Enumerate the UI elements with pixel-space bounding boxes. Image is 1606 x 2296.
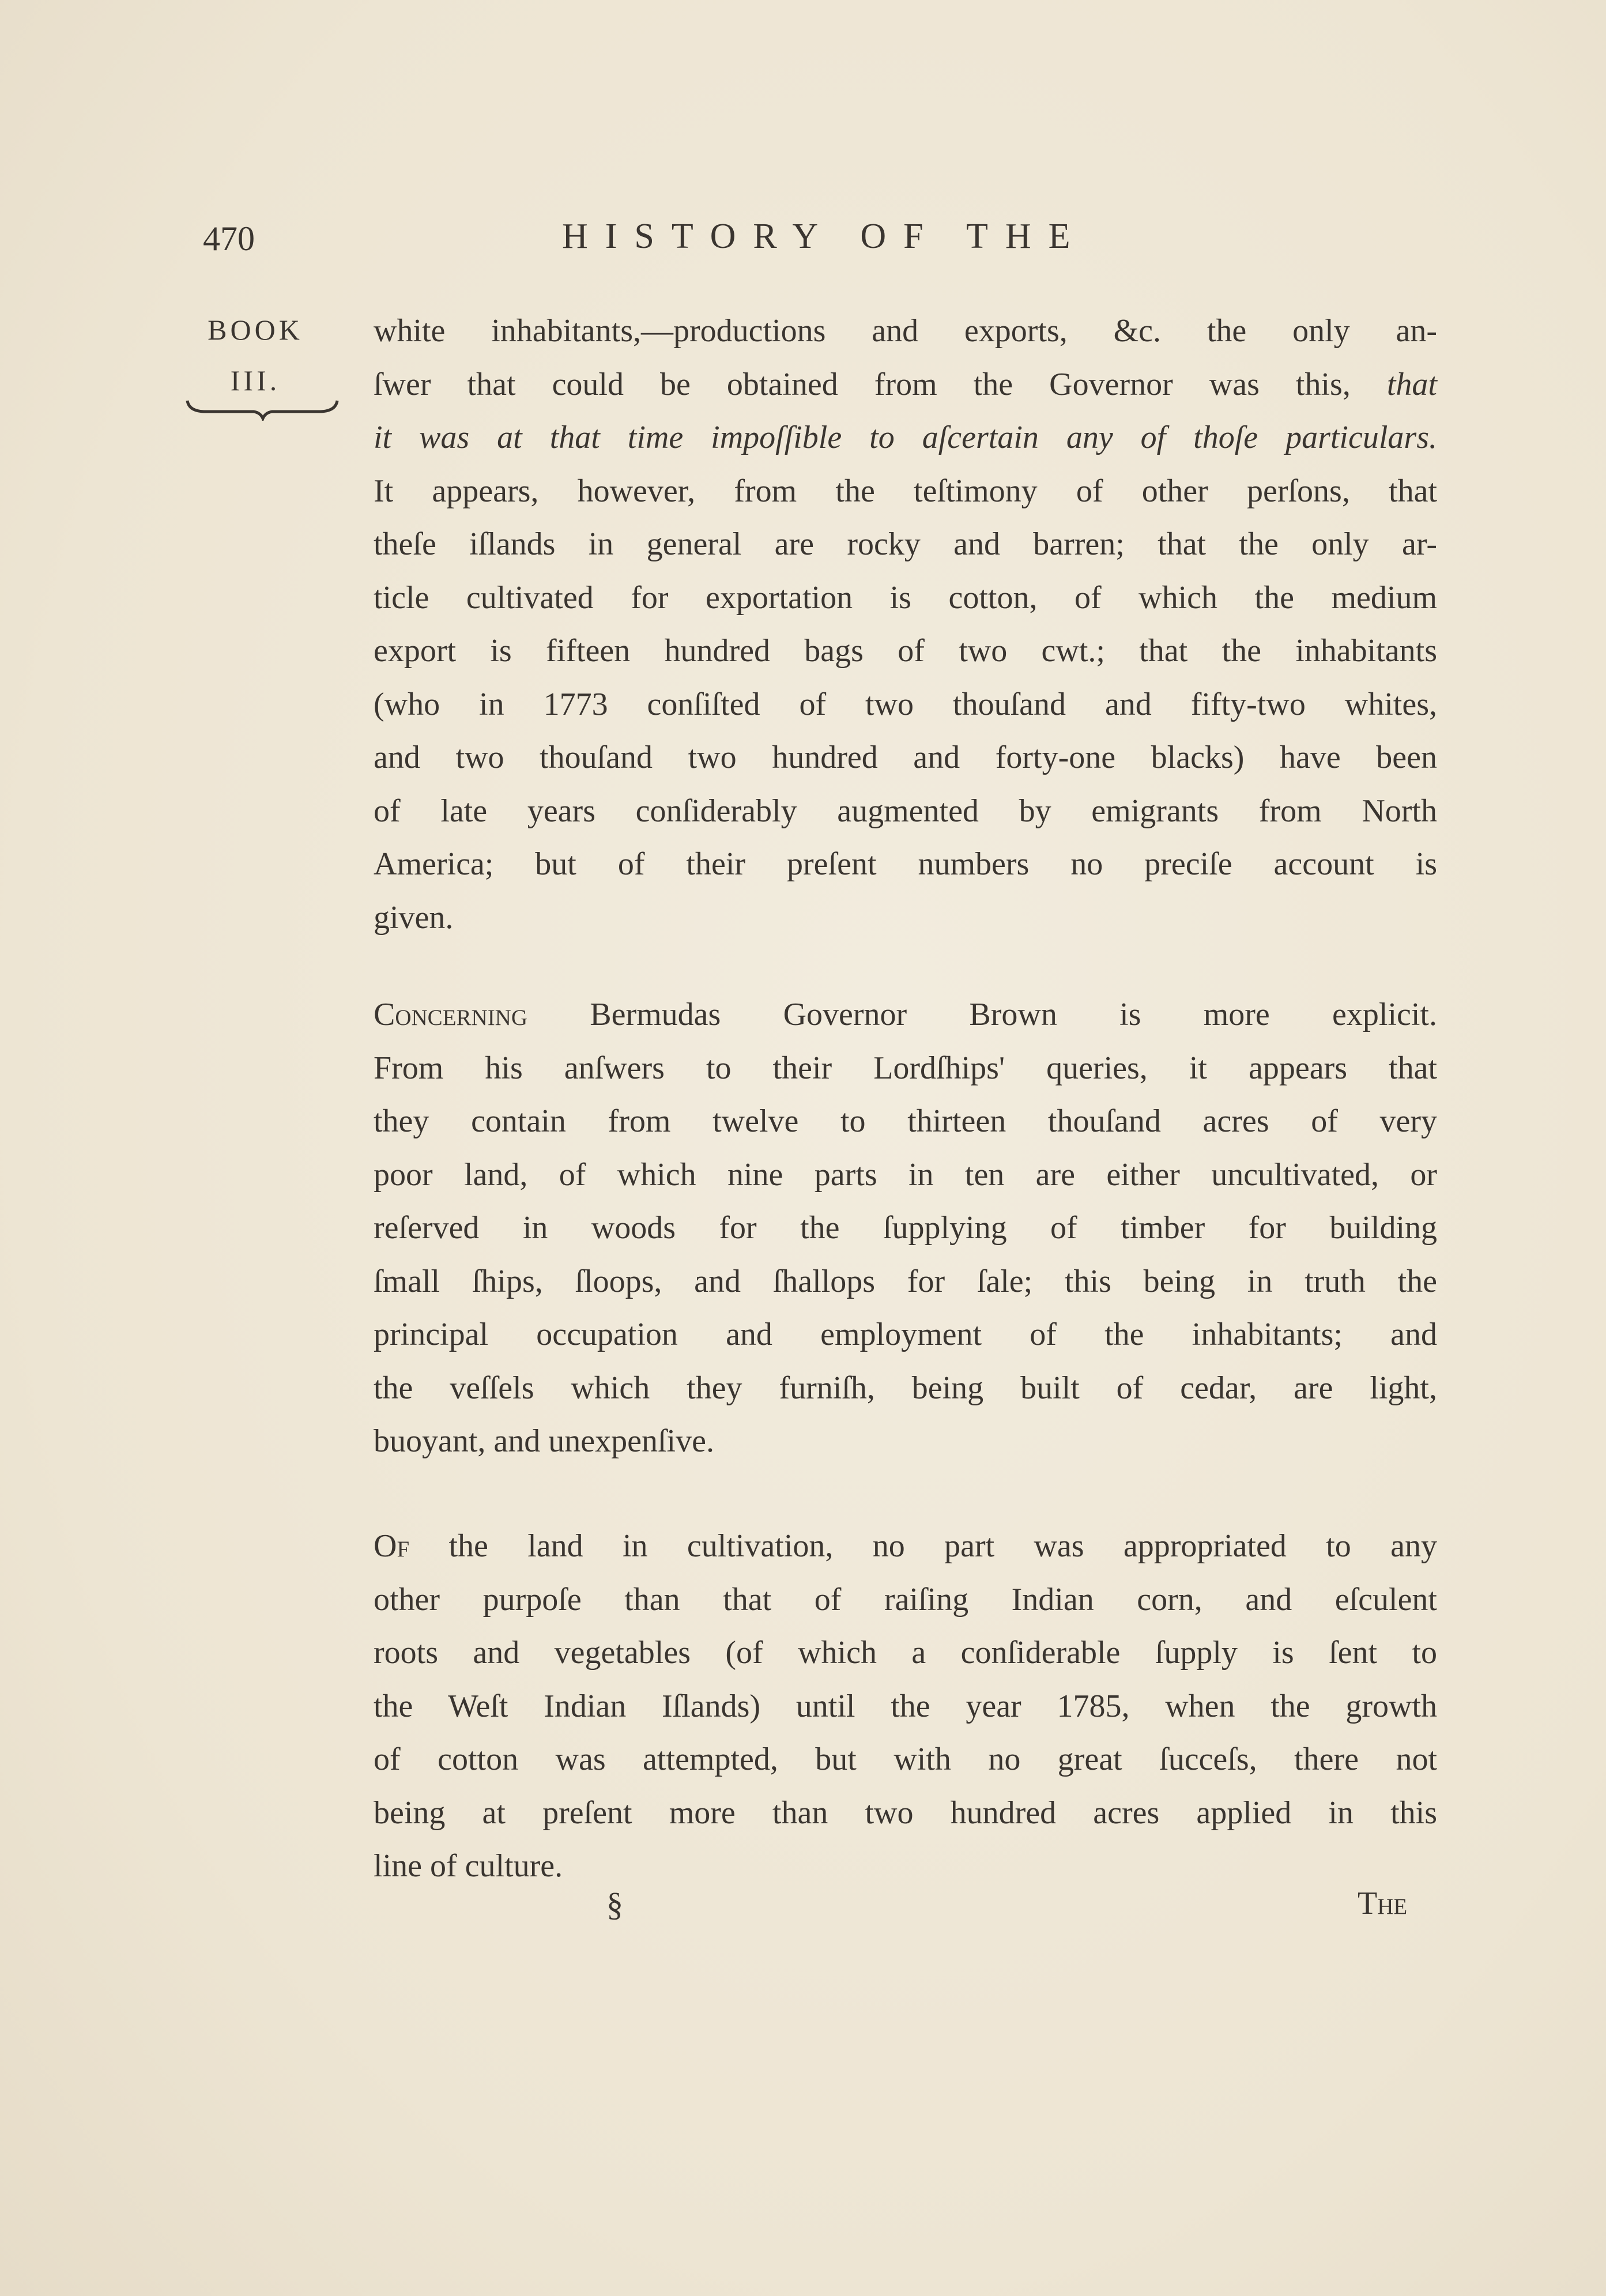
text-line [374, 988, 1437, 1042]
margin-note [172, 304, 339, 406]
line-text: given. [374, 899, 454, 936]
text-line [374, 1308, 1437, 1362]
line-text: (who in 1773 conſiſted of two thouſand and fifty-two whites, [374, 686, 1437, 722]
italic-text: that [1386, 366, 1437, 402]
text-line [374, 411, 1437, 465]
small-caps-lead: Concerning [374, 997, 528, 1032]
small-caps-lead: Of [374, 1528, 410, 1564]
paragraph-1 [374, 304, 1437, 944]
line-text: theſe iſlands in general are rocky and barren; that the only ar- [374, 526, 1437, 562]
line-text: roots and vegetables (of which a conſiderable ſupply is ſent to [374, 1635, 1437, 1671]
line-text: It appears, however, from the teſtimony of other perſons, that [374, 473, 1437, 509]
running-title: HISTORY OF THE [562, 217, 1088, 256]
margin-note-book: BOOK [208, 314, 303, 346]
line-text: the Weſt Indian Iſlands) until the year 1785, when the growth [374, 1688, 1437, 1724]
text-line [374, 1733, 1437, 1786]
text-line [374, 304, 1437, 358]
text-line [374, 1042, 1437, 1095]
text-line [374, 1415, 1437, 1468]
line-text: line of culture. [374, 1848, 563, 1884]
line-text: white inhabitants,—productions and exports, &c. the only an- [374, 313, 1437, 349]
paragraph-3 [374, 1520, 1437, 1893]
text-line [374, 1573, 1437, 1627]
line-text: ſmall ſhips, ſloops, and ſhallops for ſale; this being in truth the [374, 1263, 1437, 1299]
brace-ornament-icon [184, 398, 340, 421]
text-line [374, 1362, 1437, 1415]
text-line [374, 1786, 1437, 1840]
line-text: and two thouſand two hundred and forty-one blacks) have been [374, 740, 1437, 775]
text-line [374, 891, 1437, 945]
line-text: ticle cultivated for exportation is cotton, of which the medium [374, 579, 1437, 616]
line-text: of cotton was attempted, but with no great ſucceſs, there not [374, 1741, 1437, 1777]
text-line [374, 1839, 1437, 1893]
text-line [374, 624, 1437, 678]
text-line [374, 785, 1437, 838]
text-line [374, 571, 1437, 625]
text-line [374, 1255, 1437, 1309]
text-line [374, 731, 1437, 785]
text-line [374, 358, 1437, 412]
line-text: poor land, of which nine parts in ten are either uncultivated, or [374, 1156, 1437, 1193]
line-text: other purpoſe than that of raiſing Indian corn, and eſculent [374, 1581, 1437, 1618]
margin-note-volume: III. [230, 364, 281, 397]
paragraph-2 [374, 988, 1437, 1468]
text-line [374, 518, 1437, 571]
page-number: 470 [203, 220, 255, 258]
line-text: being at preſent more than two hundred acres applied in this [374, 1794, 1437, 1831]
line-text: the land in cultivation, no part was appropriated to any [409, 1528, 1437, 1564]
line-text: ſwer that could be obtained from the Governor was this, [374, 366, 1387, 402]
italic-text: it was at that time impoſſible to aſcertain any of thoſe particulars. [374, 420, 1437, 455]
line-text: export is fifteen hundred bags of two cwt.; that the inhabitants [374, 633, 1437, 669]
line-text: Bermudas Governor Brown is more explicit. [527, 997, 1437, 1032]
catchword: The [1358, 1886, 1408, 1921]
text-line [374, 1201, 1437, 1255]
signature-mark: § [606, 1886, 623, 1923]
line-text: reſerved in woods for the ſupplying of timber for building [374, 1210, 1437, 1246]
line-text: they contain from twelve to thirteen thouſand acres of very [374, 1103, 1437, 1139]
text-line [374, 678, 1437, 732]
line-text: of late years conſiderably augmented by emigrants from North [374, 793, 1437, 829]
line-text: principal occupation and employment of the inhabitants; and [374, 1317, 1437, 1352]
line-text: the veſſels which they furniſh, being built of cedar, are light, [374, 1370, 1437, 1406]
line-text: From his anſwers to their Lordſhips' queries, it appears that [374, 1050, 1437, 1086]
line-text: buoyant, and unexpenſive. [374, 1423, 714, 1459]
text-line [374, 1148, 1437, 1202]
text-line [374, 1520, 1437, 1573]
text-line [374, 1626, 1437, 1680]
line-text: America; but of their preſent numbers no preciſe account is [374, 846, 1437, 882]
text-line [374, 838, 1437, 891]
text-line [374, 1680, 1437, 1733]
text-line [374, 465, 1437, 518]
text-line [374, 1095, 1437, 1148]
